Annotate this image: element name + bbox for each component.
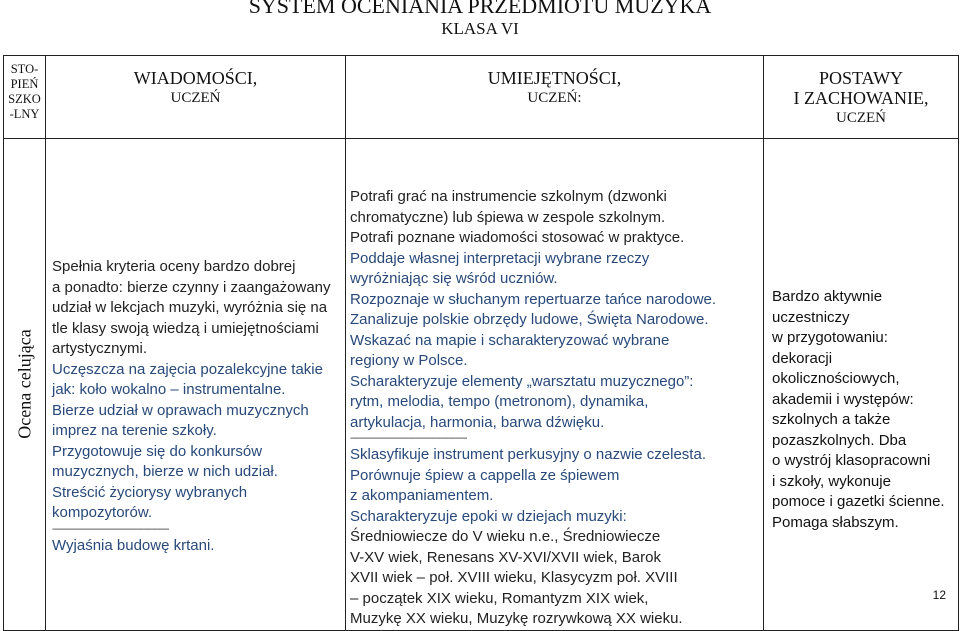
header-row bbox=[4, 56, 959, 139]
header-skills-title: UMIEJĘTNOŚCI, bbox=[487, 68, 622, 88]
header-skills-cell bbox=[346, 56, 764, 139]
text-line: akademii i występów: bbox=[772, 390, 914, 408]
text-line: wyróżniając się wśród uczniów. bbox=[350, 270, 558, 287]
header-attitudes-title2: I ZACHOWANIE, bbox=[793, 88, 929, 108]
text-line: Porównuje śpiew a cappella ze śpiewem bbox=[350, 466, 620, 484]
text-line: Potrafi poznane wiadomości stosować w praktyce. bbox=[350, 229, 685, 246]
text-line: Zanalizuje polskie obrzędy ludowe, Święta Narodowe. bbox=[350, 311, 709, 328]
text-line: Wskazać na mapie i scharakteryzować wybrane bbox=[350, 331, 670, 349]
header-skills-sub: UCZEŃ: bbox=[527, 90, 582, 106]
header-level-cell bbox=[4, 56, 46, 139]
grading-table bbox=[3, 55, 959, 631]
header-attitudes-title: POSTAWY bbox=[818, 68, 904, 88]
header-knowledge-sub: UCZEŃ bbox=[170, 90, 221, 106]
text-line: Muzykę XX wieku, Muzykę rozrywkową XX wieku. bbox=[350, 610, 683, 627]
text-line: z akompaniamentem. bbox=[350, 487, 494, 504]
text-line: udział w lekcjach muzyki, wyróżnia się na bbox=[52, 299, 328, 316]
separator-line: -------------------------------------------------- bbox=[350, 433, 467, 444]
text-line: Spełnia kryteria oceny bardzo dobrej bbox=[52, 258, 296, 275]
text-line: regiony w Polsce. bbox=[350, 352, 468, 369]
text-line: XVII wiek – poł. XVIII wieku, Klasycyzm poł. XVIII bbox=[350, 569, 678, 586]
header-level-line: STO- bbox=[10, 62, 39, 76]
header-knowledge-cell bbox=[46, 56, 346, 139]
text-line: – początek XIX wieku, Romantyzm XIX wiek, bbox=[350, 589, 649, 607]
text-line: pomoce i gazetki ścienne. bbox=[772, 493, 945, 510]
text-line: o wystrój klasopracowni bbox=[772, 452, 931, 469]
text-line: szkolnych a także bbox=[772, 411, 891, 428]
text-line: Poddaje własnej interpretacji wybrane rzeczy bbox=[350, 249, 650, 267]
document-subtitle: KLASA VI bbox=[441, 19, 519, 38]
knowledge-cell bbox=[46, 139, 346, 631]
text-line: imprez na terenie szkoły. bbox=[52, 422, 217, 439]
page-number: 12 bbox=[932, 588, 946, 602]
text-line: Przygotowuje się do konkursów bbox=[52, 442, 263, 460]
text-line: Bierze udział w oprawach muzycznych bbox=[52, 401, 309, 419]
knowledge-text bbox=[52, 257, 339, 556]
text-line: Sklasyfikuje instrument perkusyjny o nazwie czelesta. bbox=[350, 446, 706, 463]
text-line: Bardzo aktywnie bbox=[772, 288, 883, 305]
attitudes-text bbox=[772, 287, 954, 533]
text-line: V-XV wiek, Renesans XV-XVI/XVII wiek, Barok bbox=[350, 548, 661, 566]
text-line: muzycznych, bierze w nich udział. bbox=[52, 463, 278, 480]
text-line: Scharakteryzuje elementy „warsztatu muzycznego”: bbox=[350, 372, 694, 390]
header-attitudes-cell bbox=[764, 56, 959, 139]
text-line: Streścić życiorysy wybranych bbox=[52, 483, 248, 501]
text-line: okolicznościowych, bbox=[772, 370, 900, 387]
text-line: Rozpoznaje w słuchanym repertuarze tańce narodowe. bbox=[350, 290, 717, 308]
text-line: chromatyczne) lub śpiewa w zespole szkolnym. bbox=[350, 208, 666, 226]
text-line: Potrafi grać na instrumencie szkolnym (dzwonki bbox=[350, 188, 667, 205]
grade-row bbox=[4, 139, 959, 631]
text-line: w przygotowaniu: bbox=[772, 329, 888, 346]
text-line: Scharakteryzuje epoki w dziejach muzyki: bbox=[350, 507, 627, 525]
separator-line: -------------------------------------------------- bbox=[52, 523, 169, 535]
text-line: kompozytorów. bbox=[52, 504, 153, 521]
text-line: Wyjaśnia budowę krtani. bbox=[52, 536, 215, 554]
header-level-line: PIEŃ bbox=[10, 77, 39, 91]
header-knowledge-title: WIADOMOŚCI, bbox=[133, 68, 258, 88]
text-line: Uczęszcza na zajęcia pozalekcyjne takie bbox=[52, 360, 323, 378]
document-title: SYSTEM OCENIANIA PRZEDMIOTU MUZYKA bbox=[248, 0, 712, 18]
skills-cell bbox=[346, 139, 764, 631]
text-line: rytm, melodia, tempo (metronom), dynamika, bbox=[350, 393, 649, 410]
text-line: artykulacja, harmonia, barwa dźwięku. bbox=[350, 413, 605, 431]
text-line: dekoracji bbox=[772, 349, 833, 367]
text-line: pozaszkolnych. Dba bbox=[772, 431, 907, 449]
text-line: jak: koło wokalno – instrumentalne. bbox=[52, 381, 286, 398]
text-line: artystycznymi. bbox=[52, 340, 148, 357]
header-level-line: SZKO bbox=[8, 92, 41, 106]
skills-text bbox=[350, 187, 757, 630]
text-line: tle klasy swoją wiedzą i umiejętnościami bbox=[52, 319, 319, 337]
header-level-line: -LNY bbox=[9, 107, 40, 121]
text-line: Pomaga słabszym. bbox=[772, 513, 899, 531]
grade-cell bbox=[4, 139, 46, 631]
grade-label: Ocena celująca bbox=[14, 329, 34, 439]
text-line: a ponadto: bierze czynny i zaangażowany bbox=[52, 278, 331, 296]
text-line: i szkoły, wykonuje bbox=[772, 472, 891, 490]
text-line: uczestniczy bbox=[772, 308, 850, 326]
attitudes-cell bbox=[764, 139, 959, 631]
header-attitudes-sub: UCZEŃ bbox=[836, 110, 886, 126]
text-line: Średniowiecze do V wieku n.e., Średniowiecze bbox=[350, 528, 661, 545]
